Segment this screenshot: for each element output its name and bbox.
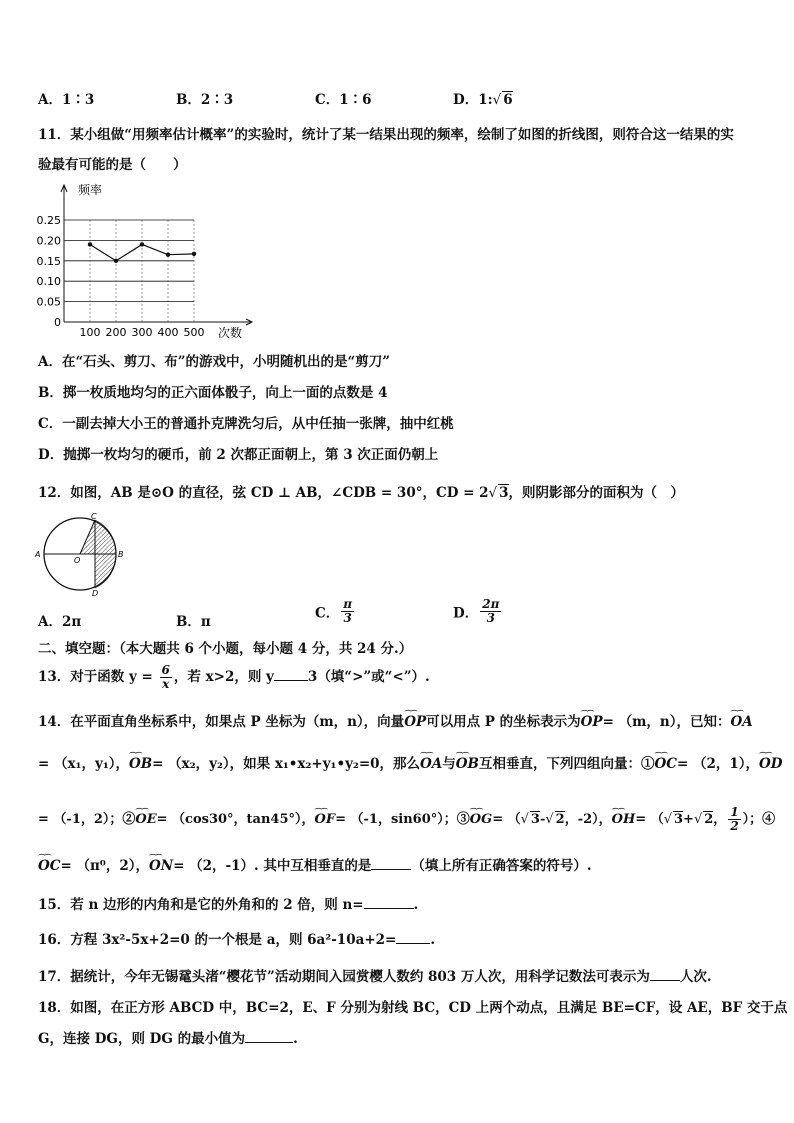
label-b: B [118,550,124,559]
q12-option-d: D． $\frac{2\pi}{3}$ [453,597,500,625]
chart-x-ticks [80,220,205,339]
y-tick-label: 0.05 [36,295,61,309]
q10-option-d: D．1:√ 6 [453,92,513,108]
q11-option-d: D．抛掷一枚均匀的硬币，前 2 次都正面朝上，第 3 次正面仍朝上 [38,447,439,463]
label-d: D [92,589,99,598]
series-point [114,259,118,263]
series-point [140,242,144,246]
label-c: C [91,512,97,521]
q16-stem: 16．方程 3x²-5x+2=0 的一个根是 a，则 6a²-10a+2= . [38,932,436,948]
q15-stem: 15．若 n 边形的内角和是它的外角和的 2 倍，则 n= . [38,897,419,913]
q16-answer-blank[interactable] [396,931,430,944]
q11-option-b: B．掷一枚质地均匀的正六面体骰子，向上一面的点数是 4 [38,385,388,401]
q14-line3: = （-1，2）；②⌒⌒ OE= （cos30°，tan45°），⌒⌒ OF= （-1，sin60°）；③⌒⌒ OG= （√ 3-√ 2，-2），⌒⌒ OH= （√ 3+√ 2， $\frac{1}{2}$ ）；④ [38,806,775,833]
q11-option-c: C．一副去掉大小王的普通扑克牌洗匀后，从中任抽一张牌，抽中红桃 [38,416,454,432]
circle-diagram [34,510,130,598]
y-tick-label: 0.25 [36,214,61,227]
q15-answer-blank[interactable] [364,896,414,909]
q10-option-b: B．2∶3 [176,92,234,108]
q13-answer-blank[interactable] [274,668,308,681]
y-tick-label: 0.15 [36,254,61,268]
q10-option-a: A．1∶3 [38,92,95,108]
chart-ylabel: 频率 [78,183,103,197]
q11-option-a: A．在“石头、剪刀、布”的游戏中，小明随机出的是“剪刀” [38,354,391,370]
q17-answer-blank[interactable] [650,968,680,981]
x-tick-label: 300 [131,326,153,339]
q18-answer-blank[interactable] [245,1030,293,1043]
x-tick-label: 200 [105,326,127,339]
q14-answer-blank[interactable] [371,857,411,870]
q18-line2: G，连接 DG，则 DG 的最小值为 . [38,1031,298,1047]
series-point [88,242,92,246]
series-point [166,252,170,256]
q13-stem: 13．对于函数 y = $\frac{6}{x}$ ，若 x>2，则 y 3（填“>”或“<”）. [38,663,430,691]
q12-option-b: B．π [176,614,211,630]
series-point [192,252,196,256]
chart-axes [61,185,252,325]
chart-xlabel: 次数 [218,326,243,340]
label-o: O [74,556,81,565]
x-tick-label: 100 [79,326,101,339]
frequency-line-chart [36,180,266,342]
q14-line4: ⌒⌒ OC= （π⁰，2），⌒⌒ ON= （2，-1）. 其中互相垂直的是 （填上所有正确答案的符号）. [38,857,592,875]
section-2-heading: 二、填空题：（本大题共 6 个小题，每小题 4 分，共 24 分.） [38,641,413,657]
q12-stem: 12．如图，AB 是⊙O 的直径，弦 CD ⊥ AB，∠CDB = 30°，CD = 2√ 3，则阴影部分的面积为（ ） [38,485,685,501]
x-tick-label: 500 [183,326,205,339]
label-a: A [35,550,41,559]
q18-line1: 18．如图，在正方形 ABCD 中，BC=2，E、F 分别为射线 BC，CD 上两个动点，且满足 BE=CF，设 AE，BF 交于点 [38,1000,788,1016]
q17-stem: 17．据统计，今年无锡鼋头渚“樱花节”活动期间入园赏樱人数约 803 万人次，用科学记数法可表示为 人次. [38,969,712,985]
q12-option-c: C． $\frac{\pi}{3}$ [315,597,353,625]
y-tick-label: 0 [54,316,61,329]
q11-stem-line1: 11．某小组做“用频率估计概率”的实验时，统计了某一结果出现的频率，绘制了如图的折线图，则符合这一结果的实 [38,127,734,143]
x-tick-label: 400 [157,326,179,339]
shaded-region-lower [95,554,116,588]
shaded-sector-upper [80,520,116,554]
chart-y-ticks [37,214,195,329]
q12-option-a: A．2π [38,614,82,630]
q14-line2: = （x₁，y₁），⌒⌒ OB= （x₂，y₂），如果 x₁•x₂+y₁•y₂=0，那么⌒⌒ OA与⌒⌒ OB互相垂直，下列四组向量：①⌒⌒ OC= （2，1），⌒⌒ OD [38,755,783,773]
q14-line1: 14．在平面直角坐标系中，如果点 P 坐标为（m，n），向量⌒⌒ OP可以用点 P 的坐标表示为⌒⌒ OP= （m，n），已知：⌒⌒ OA [38,713,753,731]
y-tick-label: 0.10 [36,275,61,289]
q10-option-c: C．1∶6 [315,92,372,108]
q11-stem-line2: 验最有可能的是（ ） [38,157,187,173]
y-tick-label: 0.20 [36,234,61,248]
